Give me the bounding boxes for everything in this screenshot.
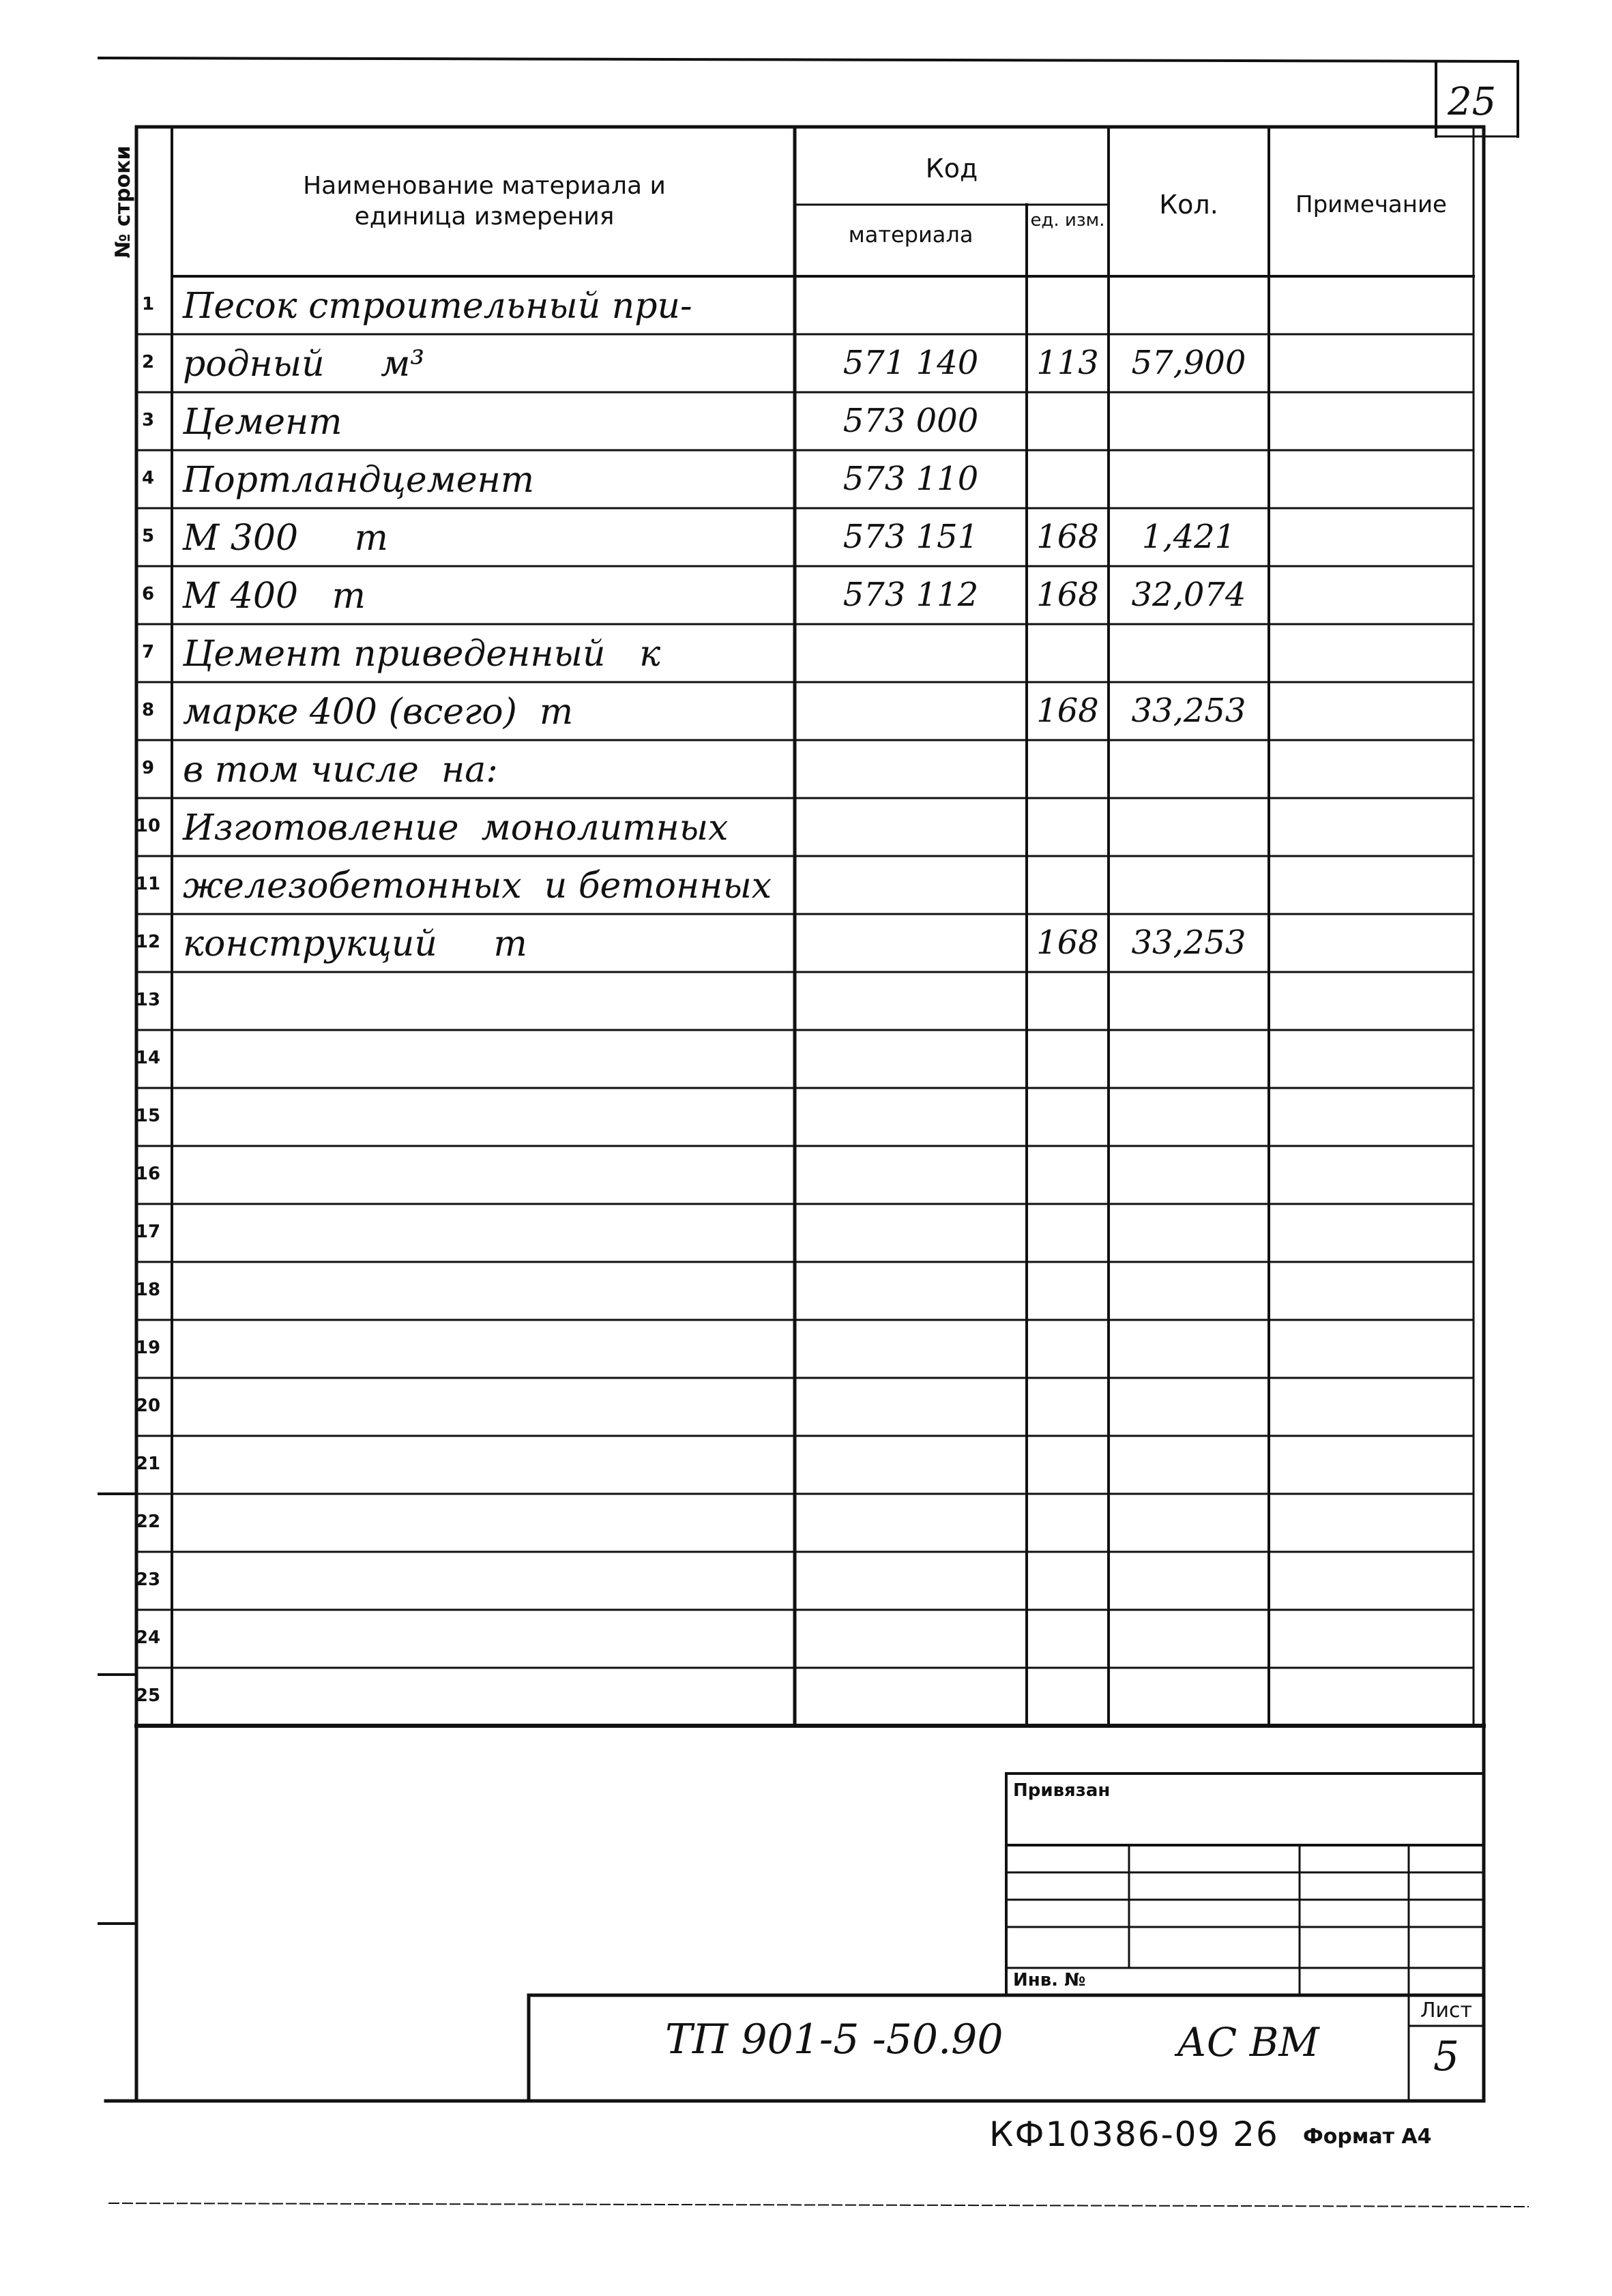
note-cell bbox=[1272, 917, 1470, 969]
row-number: 17 bbox=[135, 1222, 161, 1242]
unit-code-cell: 113 bbox=[1036, 344, 1099, 382]
row-number: 5 bbox=[141, 526, 155, 546]
note-cell bbox=[1272, 280, 1470, 331]
note-cell bbox=[1272, 628, 1470, 679]
row-number: 6 bbox=[141, 584, 155, 604]
row-number: 18 bbox=[135, 1280, 161, 1300]
material-name-cell: М 300 т bbox=[183, 518, 388, 559]
note-cell bbox=[1272, 512, 1470, 563]
note-cell bbox=[1272, 859, 1470, 911]
row-number: 24 bbox=[135, 1628, 161, 1648]
header-note: Примечание bbox=[1295, 191, 1447, 218]
note-cell bbox=[1272, 1323, 1470, 1374]
row-number: 2 bbox=[141, 352, 155, 372]
row-number: 15 bbox=[135, 1106, 161, 1126]
header-code: Код bbox=[925, 153, 978, 183]
header-code-material: материала bbox=[848, 222, 973, 248]
unit-code-cell: 168 bbox=[1036, 576, 1099, 614]
row-number: 1 bbox=[141, 294, 155, 314]
unit-code-cell: 168 bbox=[1036, 924, 1099, 962]
material-name-cell: Цемент приведенный к bbox=[183, 634, 661, 675]
row-number: 25 bbox=[135, 1686, 161, 1706]
document-code: ТП 901-5 -50.90 bbox=[665, 2016, 1003, 2063]
material-name-cell: Песок строительный при- bbox=[183, 286, 692, 327]
sheet-label: Лист bbox=[1420, 1999, 1473, 2022]
header-code-unit: ед. изм. bbox=[1030, 210, 1105, 231]
material-name-cell: железобетонных и бетонных bbox=[183, 866, 772, 907]
stamp-inventory-number-label: Инв. № bbox=[1013, 1970, 1086, 1990]
quantity-cell: 1,421 bbox=[1141, 518, 1236, 556]
row-number: 23 bbox=[135, 1570, 161, 1590]
quantity-cell: 33,253 bbox=[1131, 924, 1246, 962]
note-cell bbox=[1272, 1439, 1470, 1490]
header-row-number: № строки bbox=[111, 145, 135, 259]
material-code-cell: 573 112 bbox=[842, 576, 979, 614]
paper-format: Формат А4 bbox=[1303, 2125, 1432, 2149]
note-cell bbox=[1272, 1149, 1470, 1201]
unit-code-cell: 168 bbox=[1036, 692, 1099, 730]
quantity-cell: 57,900 bbox=[1131, 344, 1246, 382]
row-number: 3 bbox=[141, 410, 155, 430]
row-number: 9 bbox=[141, 758, 155, 778]
note-cell bbox=[1272, 975, 1470, 1027]
note-cell bbox=[1272, 338, 1470, 389]
note-cell bbox=[1272, 1497, 1470, 1548]
material-code-cell: 573 151 bbox=[842, 518, 979, 556]
order-code: КФ10386-09 26 bbox=[989, 2115, 1279, 2154]
row-number: 8 bbox=[141, 700, 155, 720]
row-number: 7 bbox=[141, 642, 155, 662]
sheet-number-top: 25 bbox=[1448, 80, 1497, 124]
note-cell bbox=[1272, 801, 1470, 853]
header-quantity: Кол. bbox=[1159, 190, 1218, 220]
note-cell bbox=[1272, 454, 1470, 505]
note-cell bbox=[1272, 570, 1470, 621]
material-name-cell: родный м³ bbox=[183, 344, 425, 385]
material-code-cell: 573 000 bbox=[842, 402, 979, 440]
material-name-cell: марке 400 (всего) т bbox=[183, 692, 574, 733]
row-number: 14 bbox=[135, 1048, 161, 1068]
material-name-cell: в том числе на: bbox=[183, 750, 498, 791]
note-cell bbox=[1272, 744, 1470, 795]
row-number: 16 bbox=[135, 1164, 161, 1184]
row-number: 10 bbox=[135, 816, 161, 836]
note-cell bbox=[1272, 1091, 1470, 1143]
note-cell bbox=[1272, 1671, 1470, 1722]
row-number: 22 bbox=[135, 1512, 161, 1532]
material-name-cell: Цемент bbox=[183, 402, 342, 443]
row-number: 20 bbox=[135, 1396, 161, 1416]
sheet-value: 5 bbox=[1433, 2033, 1460, 2080]
row-number: 12 bbox=[135, 932, 161, 952]
row-number: 4 bbox=[141, 468, 155, 488]
row-number: 19 bbox=[135, 1338, 161, 1358]
quantity-cell: 33,253 bbox=[1131, 692, 1246, 730]
material-code-cell: 571 140 bbox=[842, 344, 979, 382]
material-name-cell: М 400 т bbox=[183, 576, 366, 617]
material-name-cell: Изготовление монолитных bbox=[183, 808, 729, 849]
row-number: 13 bbox=[135, 990, 161, 1010]
note-cell bbox=[1272, 1613, 1470, 1664]
header-material-name: Наименование материала и единица измерения bbox=[303, 172, 666, 231]
row-number: 21 bbox=[135, 1454, 161, 1474]
document-section: АС ВМ bbox=[1177, 2019, 1319, 2065]
row-number: 11 bbox=[135, 874, 161, 894]
material-name-cell: Портландцемент bbox=[183, 460, 535, 501]
quantity-cell: 32,074 bbox=[1131, 576, 1246, 614]
stamp-attached-label: Привязан bbox=[1013, 1780, 1111, 1801]
note-cell bbox=[1272, 1381, 1470, 1432]
material-code-cell: 573 110 bbox=[842, 460, 979, 498]
note-cell bbox=[1272, 1555, 1470, 1606]
note-cell bbox=[1272, 396, 1470, 447]
note-cell bbox=[1272, 1265, 1470, 1316]
material-name-cell: конструкций т bbox=[183, 924, 527, 965]
note-cell bbox=[1272, 1033, 1470, 1085]
note-cell bbox=[1272, 1207, 1470, 1259]
unit-code-cell: 168 bbox=[1036, 518, 1099, 556]
note-cell bbox=[1272, 686, 1470, 737]
